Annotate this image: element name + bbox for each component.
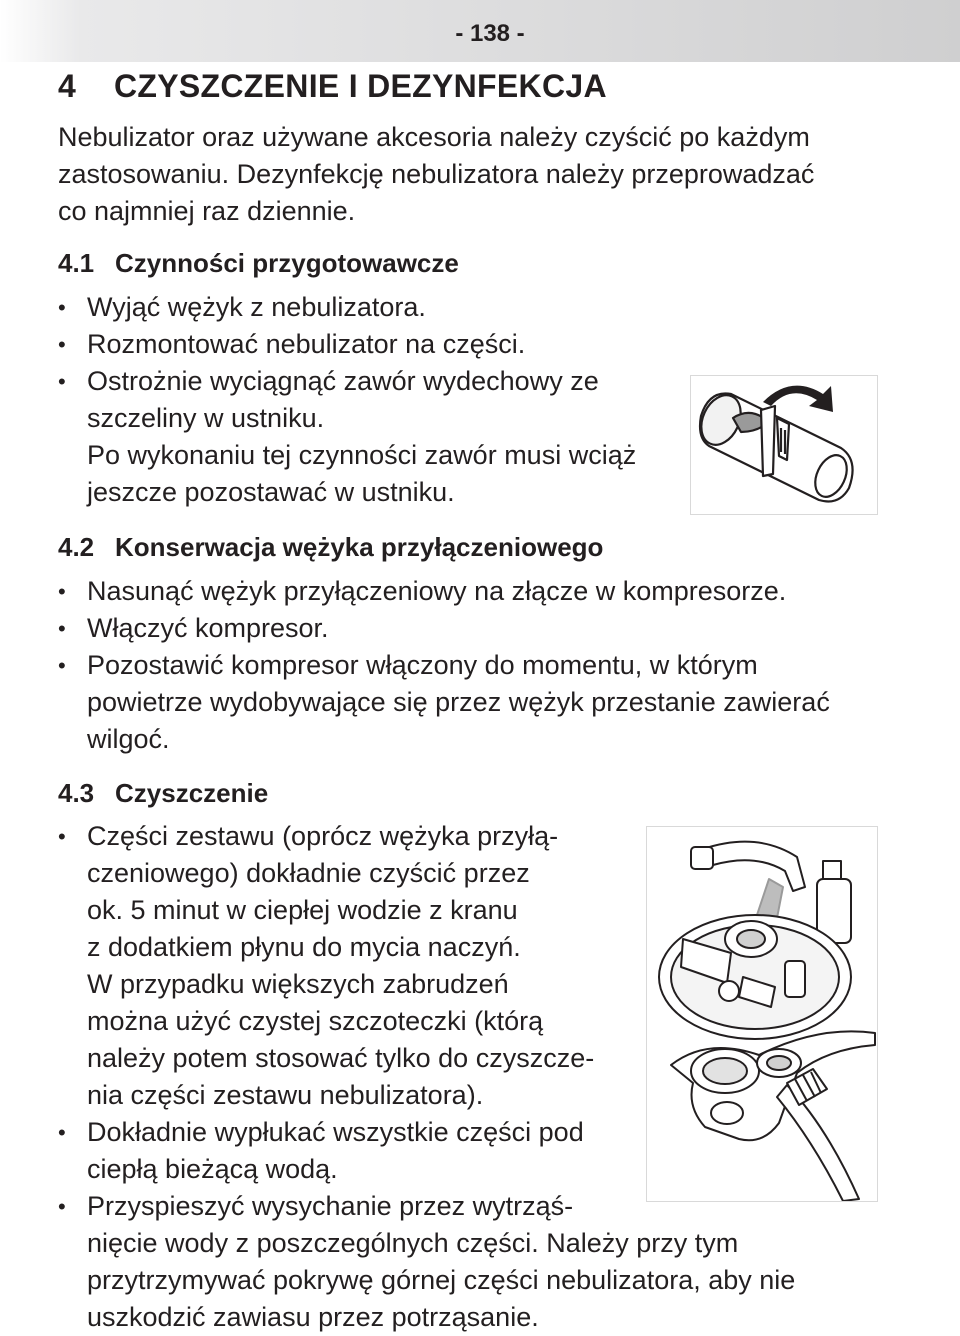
item-line: • Części zestawu (oprócz wężyka przyłą- xyxy=(87,821,559,851)
item-line: • Pozostawić kompresor włączony do momentu, w którym xyxy=(87,650,758,680)
item-line: można użyć czystej szczoteczki (którą xyxy=(87,1006,544,1036)
item-line: • Ostrożnie wyciągnąć zawór wydechowy ze xyxy=(87,366,599,396)
item-line: należy potem stosować tylko do czyszcze- xyxy=(87,1043,595,1073)
list-item xyxy=(58,610,830,647)
intro-line: Nebulizator oraz używane akcesoria należy czyścić po każdym xyxy=(58,122,810,152)
item-line: Po wykonaniu tej czynności zawór musi wciąż xyxy=(87,440,637,470)
item-line: • Włączyć kompresor. xyxy=(87,613,329,643)
section-title: Konserwacja wężyka przyłączeniowego xyxy=(115,532,604,562)
item-line: nia części zestawu nebulizatora). xyxy=(87,1080,484,1110)
chapter-intro xyxy=(58,119,888,230)
bullet-list-4-1 xyxy=(58,289,636,511)
list-item xyxy=(58,363,636,511)
chapter-heading xyxy=(58,68,607,105)
list-item xyxy=(58,573,830,610)
item-line: • Wyjąć wężyk z nebulizatora. xyxy=(87,292,426,322)
list-item xyxy=(58,1188,795,1336)
item-line: ciepłą bieżącą wodą. xyxy=(87,1154,338,1184)
list-item xyxy=(58,326,636,363)
item-line: W przypadku większych zabrudzeń xyxy=(87,969,509,999)
chapter-title: CZYSZCZENIE I DEZYNFEKCJA xyxy=(114,68,607,104)
section-number: 4.2 xyxy=(58,532,95,562)
item-line: wilgoć. xyxy=(87,724,170,754)
item-line: jeszcze pozostawać w ustniku. xyxy=(87,477,455,507)
item-line: • Rozmontować nebulizator na części. xyxy=(87,329,526,359)
item-line: przytrzymywać pokrywę górnej części nebulizatora, aby nie xyxy=(87,1265,796,1295)
intro-line: co najmniej raz dziennie. xyxy=(58,196,356,226)
bullet-list-4-2 xyxy=(58,573,830,758)
list-item xyxy=(58,647,830,758)
chapter-number: 4 xyxy=(58,68,77,104)
section-heading-4-2 xyxy=(58,532,603,563)
section-number: 4.1 xyxy=(58,248,95,278)
item-line: nięcie wody z poszczególnych części. Należy przy tym xyxy=(87,1228,739,1258)
intro-line: zastosowaniu. Dezynfekcję nebulizatora należy przeprowadzać xyxy=(58,159,815,189)
item-line: powietrze wydobywające się przez wężyk przestanie zawierać xyxy=(87,687,830,717)
section-number: 4.3 xyxy=(58,778,95,808)
mouthpiece-valve-illustration xyxy=(690,375,878,515)
page-number: - 138 - xyxy=(455,20,525,47)
section-title: Czynności przygotowawcze xyxy=(115,248,459,278)
item-line: • Przyspieszyć wysychanie przez wytrząś- xyxy=(87,1191,574,1221)
section-heading-4-1 xyxy=(58,248,459,279)
section-title: Czyszczenie xyxy=(115,778,269,808)
item-line: czeniowego) dokładnie czyścić przez xyxy=(87,858,530,888)
item-line: szczeliny w ustniku. xyxy=(87,403,325,433)
item-line: • Dokładnie wypłukać wszystkie części pod xyxy=(87,1117,584,1147)
item-line: z dodatkiem płynu do mycia naczyń. xyxy=(87,932,521,962)
item-line: uszkodzić zawiasu przez potrząsanie. xyxy=(87,1302,539,1332)
item-line: • Nasunąć wężyk przyłączeniowy na złącze w kompresorze. xyxy=(87,576,787,606)
section-heading-4-3 xyxy=(58,778,268,809)
list-item xyxy=(58,289,636,326)
washing-parts-illustration xyxy=(646,826,878,1202)
item-line: ok. 5 minut w ciepłej wodzie z kranu xyxy=(87,895,518,925)
